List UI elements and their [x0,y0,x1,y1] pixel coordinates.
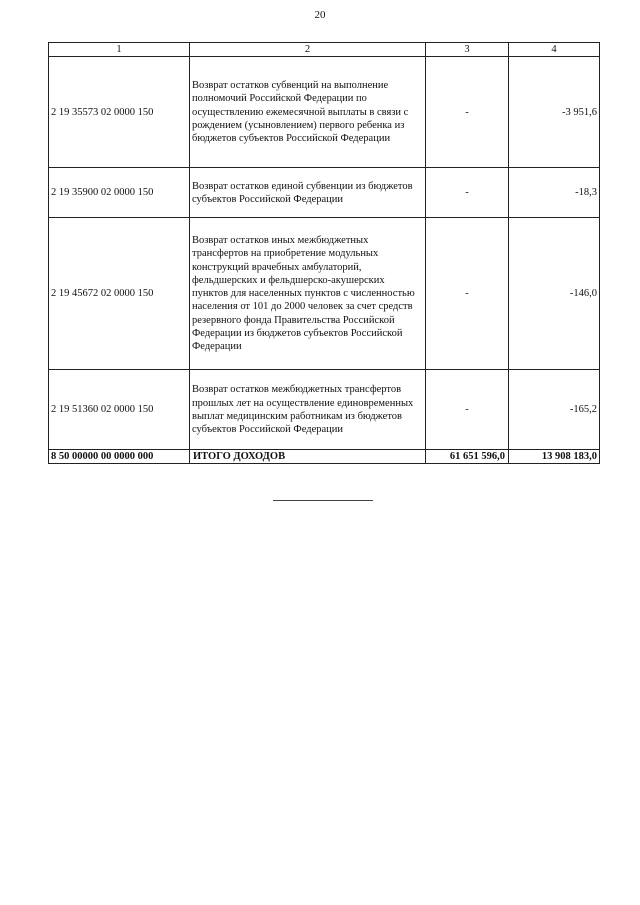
value-col4: -18,3 [509,168,600,218]
total-col3: 61 651 596,0 [426,450,509,464]
column-header: 4 [509,43,600,57]
total-row [49,450,600,464]
row-description: Возврат остатков иных межбюджетных трансфертов на приобретение модульных конструкций врачебных амбулаторий, фельдшерских и фельдшерско-акушерских пунктов для населенных пунктов с численностью населения от 101 до 2000 человек за счет средств резервного фонда Правительства Российской Федерации из бюджетов субъектов Российской Федерации [190,218,426,370]
total-col4: 13 908 183,0 [509,450,600,464]
row-description: Возврат остатков субвенций на выполнение полномочий Российской Федерации по осуществлению ежемесячной выплаты в связи с рождением (усыновлением) первого ребенка из бюджетов субъектов Российской Федерации [190,57,426,168]
table-header-row [49,43,600,57]
revenue-table [48,42,600,464]
value-col3: - [426,168,509,218]
total-code: 8 50 00000 00 0000 000 [49,450,190,464]
table-row [49,370,600,450]
value-col3: - [426,218,509,370]
table-row [49,218,600,370]
budget-code: 2 19 35900 02 0000 150 [49,168,190,218]
budget-code: 2 19 35573 02 0000 150 [49,57,190,168]
column-header: 1 [49,43,190,57]
value-col4: -165,2 [509,370,600,450]
budget-code: 2 19 51360 02 0000 150 [49,370,190,450]
table-row [49,57,600,168]
table-row [49,168,600,218]
end-rule [273,500,373,501]
column-header: 3 [426,43,509,57]
column-header: 2 [190,43,426,57]
value-col4: -3 951,6 [509,57,600,168]
row-description: Возврат остатков единой субвенции из бюджетов субъектов Российской Федерации [190,168,426,218]
value-col3: - [426,57,509,168]
budget-code: 2 19 45672 02 0000 150 [49,218,190,370]
row-description: Возврат остатков межбюджетных трансфертов прошлых лет на осуществление единовременных выплат медицинским работникам из бюджетов субъектов Российской Федерации [190,370,426,450]
page-number: 20 [314,9,326,21]
total-label: ИТОГО ДОХОДОВ [190,450,426,464]
value-col3: - [426,370,509,450]
value-col4: -146,0 [509,218,600,370]
